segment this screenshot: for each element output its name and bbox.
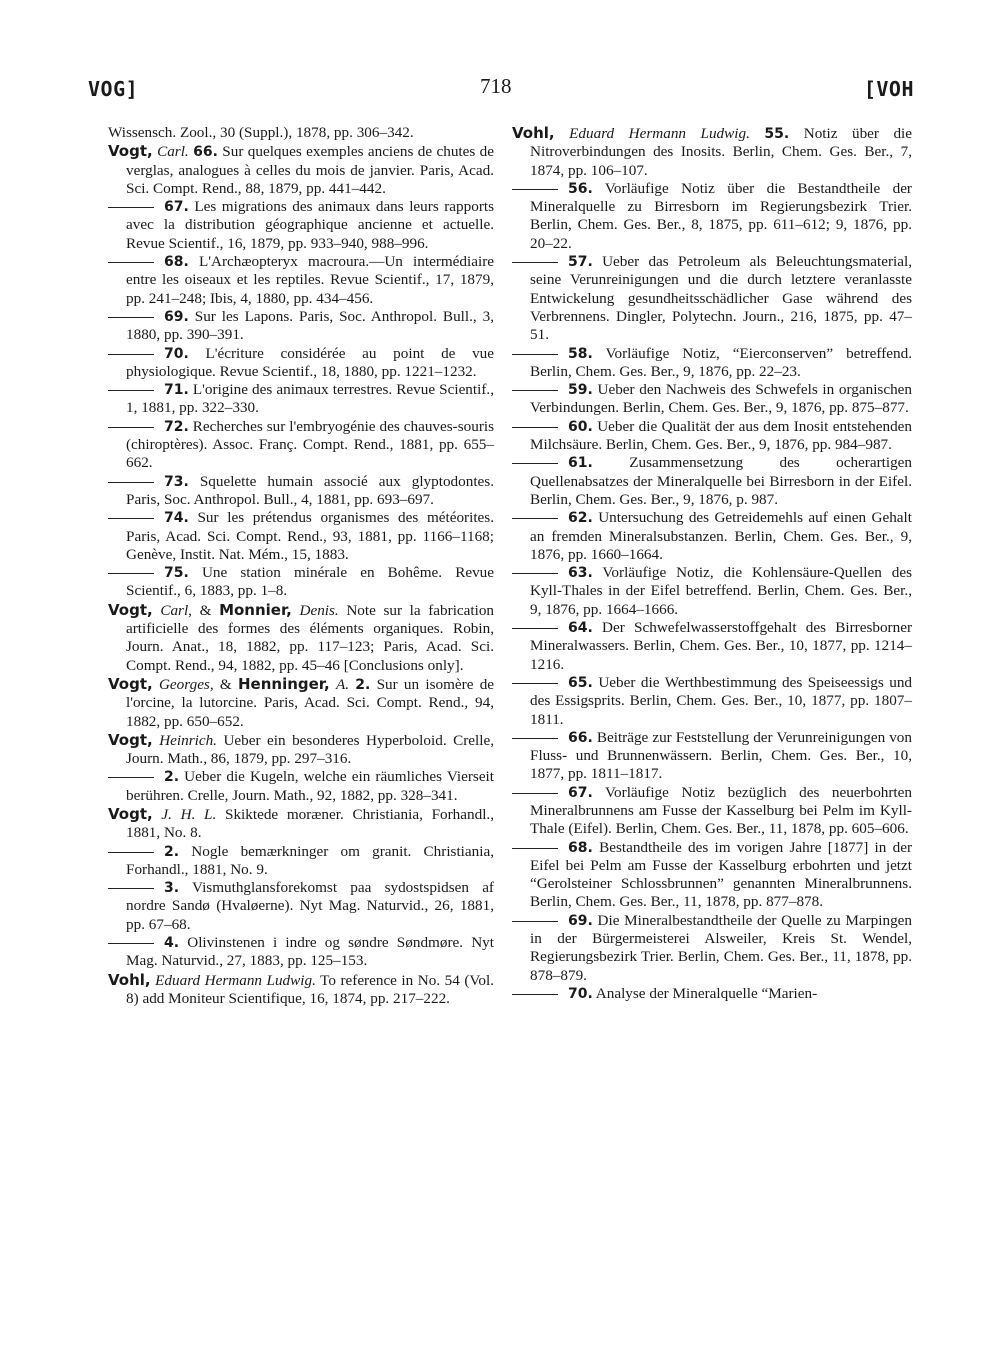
bibliography-entry [512,253,912,344]
entry-text: L'origine des animaux terrestres. Revue Scientif., 1, 1881, pp. 322–330. [126,381,494,417]
bibliography-entry [108,198,494,253]
bibliography-entry [108,768,494,805]
entry-text: Recherches sur l'embryogénie des chauves-souris (chiroptères). Assoc. Franç. Compt. Rend., 1881, pp. 655–662. [126,417,495,472]
entry-text: Note sur la fabrication artificielle des formes des éléments organiques. Robin, Journ. Anat., 18, 1882, pp. 117–123; Paris, Acad. Sci. Compt. Rend., 94, 1882, pp. 45–46 [Conclusions only]. [126,601,495,674]
ditto-dash [512,848,558,849]
entry-text: Nogle bemærkninger om granit. Christiania, Forhandl., 1881, No. 9. [126,842,494,878]
author-given-name: Eduard Hermann Ludwig. [569,125,750,142]
bibliography-entry [512,839,912,912]
ditto-dash [108,482,154,483]
bibliography-entry [512,564,912,619]
bibliography-entry [108,345,494,382]
bibliography-entry [512,985,912,1003]
ampersand: & [199,601,212,619]
author-given-name: Georges, [158,675,214,693]
ditto-dash [108,427,154,428]
entry-number: 69. [164,308,189,325]
bibliography-entry [108,675,494,731]
ditto-dash [108,518,154,519]
author-surname: Vogt, [108,730,153,749]
left-column [108,124,494,1008]
entry-text: Sur quelques exemples anciens de chutes de verglas, analogues à celles du mois de janvier. Paris, Acad. Sci. Compt. Rend., 88, 1879, pp. 441–442. [126,143,494,197]
author-given-name: Eduard Hermann Ludwig. [155,971,316,989]
entry-text: Squelette humain associé aux glyptodontes. Paris, Soc. Anthropol. Bull., 4, 1881, pp. 693–697. [126,472,494,508]
ditto-dash [512,793,558,794]
entry-number: 74. [164,510,189,527]
bibliography-entry [512,509,912,564]
bibliography-entry [512,454,912,509]
ditto-dash [512,463,558,464]
entry-text: Beiträge zur Feststellung der Verunreinigungen von Fluss- und Brunnenwässern. Berlin, Chem. Ges. Ber., 10, 1877, pp. 1811–1817. [530,728,912,783]
ditto-dash [108,852,154,853]
bibliography-entry [108,934,494,971]
coauthor-given-name: Denis. [299,601,339,619]
bibliography-entry [108,509,494,564]
entry-number: 67. [164,199,189,216]
entry-number: 58. [568,345,593,362]
entry-number: 70. [164,345,189,362]
bibliography-entry [512,619,912,674]
ditto-dash [512,427,558,428]
ditto-dash [108,777,154,778]
entry-text: Zusammensetzung des ocherartigen Quellenabsatzes der Mineralquelle bei Birresborn in der Eifel. Berlin, Chem. Ges. Ber., 9, 1876, p. 987. [530,454,912,508]
entry-number: 70. [568,985,593,1002]
bibliography-entry [512,381,912,418]
entry-text: Vismuthglansforekomst paa sydostspidsen af nordre Sandø (Hvaløerne). Nyt Mag. Naturvid., 26, 1881, pp. 67–68. [126,879,494,933]
ditto-dash [108,390,154,391]
bibliography-entry [108,473,494,510]
bibliography-entry [108,308,494,345]
author-given-name: Heinrich. [159,731,217,749]
entry-text: Analyse der Mineralquelle “Marien- [595,984,818,1002]
entry-number: 67. [568,784,593,801]
entry-number: 57. [568,254,593,271]
bibliography-entry [108,142,494,198]
entry-text: Vorläufige Notiz, “Eierconserven” betreffend. Berlin, Chem. Ges. Ber., 9, 1876, pp. 22–23. [530,344,912,380]
bibliography-entry [512,124,912,180]
entry-number: 2. [164,843,180,860]
bibliography-entry [108,418,494,473]
ditto-dash [512,573,558,574]
ditto-dash [108,943,154,944]
entry-number: 68. [164,254,189,271]
entry-text: Bestandtheile des im vorigen Jahre [1877] in der Eifel bei Pelm am Fusse der Kasselburg erbohrten und jetzt “Gerolsteiner Schlossbrunnen” genannten Mineralbrunnens. Berlin, Chem. Ges. Ber., 11, 1878, pp. 877–878. [530,838,912,911]
entry-text: Sur un isomère de l'orcine, la lutorcine. Paris, Acad. Sci. Compt. Rend., 94, 1882, pp. 650–652. [126,675,495,730]
entry-text: Skiktede moræner. Christiania, Forhandl., 1881, No. 8. [126,805,495,842]
ditto-dash [108,354,154,355]
ditto-dash [108,207,154,208]
bibliography-entry [108,843,494,880]
bibliography-entry [108,805,494,843]
entry-text: L'écriture considérée au point de vue physiologique. Revue Scientif., 18, 1880, pp. 1221–1232. [126,344,495,380]
entry-number: 61. [568,455,593,472]
ditto-dash [108,317,154,318]
entry-text: Notiz über die Nitroverbindungen des Inosits. Berlin, Chem. Ges. Ber., 7, 1874, pp. 106–107. [530,125,913,179]
author-surname: Vogt, [108,600,153,619]
entry-number: 69. [568,912,593,929]
entry-text: Ueber die Werthbestimmung des Speiseessigs und des Essigsprits. Berlin, Chem. Ges. Ber., 10, 1877, pp. 1807–1811. [530,673,913,728]
author-surname: Vohl, [108,970,151,989]
bibliography-entry [108,253,494,308]
author-surname: Vogt, [108,804,153,823]
entry-text: Sur les Lapons. Paris, Soc. Anthropol. Bull., 3, 1880, pp. 390–391. [126,307,495,344]
author-given-name: Carl, [160,601,192,619]
entry-number: 75. [164,565,189,582]
bibliography-entry [512,729,912,784]
entry-number: 59. [568,382,593,399]
bibliography-entry [108,879,494,934]
coauthor-given-name: A. [335,675,350,693]
ditto-dash [108,262,154,263]
ditto-dash [108,888,154,889]
bibliography-entry [108,971,494,1009]
entry-text: Vorläufige Notiz, die Kohlensäure-Quellen des Kyll-Thales in der Eifel betreffend. Berlin, Chem. Ges. Ber., 9, 1876, pp. 1664–1666. [530,564,912,618]
entry-text: Wissensch. Zool., 30 (Suppl.), 1878, pp. 306–342. [108,124,414,141]
entry-number: 65. [568,674,593,691]
entry-number: 72. [164,418,189,435]
entry-number: 64. [568,620,593,637]
ditto-dash [512,683,558,684]
author-given-name: Carl. [157,143,189,161]
entry-text: Une station minérale en Bohême. Revue Scientif., 6, 1883, pp. 1–8. [126,564,494,600]
bibliography-entry [512,674,912,729]
header-left-guide: VOG] [88,77,139,101]
ampersand: & [219,675,232,693]
entry-text: Ueber die Kugeln, welche ein räumliches Vierseit berühren. Crelle, Journ. Math., 92, 1882, pp. 328–341. [126,768,495,804]
entry-text: Olivinstenen i indre og søndre Søndmøre. Nyt Mag. Naturvid., 27, 1883, pp. 125–153. [126,934,494,970]
entry-text: Der Schwefelwasserstoffgehalt des Birresborner Mineralwassers. Berlin, Chem. Ges. Ber., 10, 1877, pp. 1214–1216. [530,619,913,673]
entry-text: Ueber ein besonderes Hyperboloid. Crelle, Journ. Math., 86, 1879, pp. 297–316. [126,731,494,768]
entry-number: 73. [164,473,189,490]
header-right-guide: [VOH [863,77,914,101]
ditto-dash [108,573,154,574]
bibliography-entry [108,564,494,601]
entry-number: 60. [568,418,593,435]
bibliography-entry [108,731,494,769]
entry-number: 66. [193,144,218,161]
entry-number: 62. [568,510,593,527]
entry-number: 56. [568,180,593,197]
entry-number: 2. [355,676,371,693]
page-number: 718 [480,74,512,98]
bibliography-entry [512,418,912,455]
entry-number: 68. [568,839,593,856]
ditto-dash [512,262,558,263]
entry-number: 4. [164,935,180,952]
entry-text: Ueber die Qualität der aus dem Inosit entstehenden Milchsäure. Berlin, Chem. Ges. Ber., 9, 1876, pp. 984–987. [530,417,912,454]
right-column [512,124,912,1003]
author-surname: Vogt, [108,142,153,161]
ditto-dash [512,994,558,995]
bibliography-entry [108,381,494,418]
entry-number: 2. [164,769,180,786]
author-surname: Vohl, [512,124,555,142]
entry-text: Ueber den Nachweis des Schwefels in organischen Verbindungen. Berlin, Chem. Ges. Ber., 9, 1876, pp. 875–877. [530,381,912,417]
ditto-dash [512,518,558,519]
bibliography-entry [108,124,494,142]
coauthor-surname: Henninger, [237,674,330,693]
entry-text: Die Mineralbestandtheile der Quelle zu Marpingen in der Bürgermeisterei Alsweiler, Kreis St. Wendel, Regierungsbezirk Trier. Berlin, Chem. Ges. Ber., 11, 1878, pp. 878–879. [530,911,912,984]
bibliography-entry [512,912,912,985]
entry-text: Les migrations des animaux dans leurs rapports avec la distribution géographique ancienne et actuelle. Revue Scientif., 16, 1879, pp. 933–940, 988–996. [126,198,495,252]
entry-text: To reference in No. 54 (Vol. 8) add Moniteur Scientifique, 16, 1874, pp. 217–222. [126,971,494,1007]
entry-text: Vorläufige Notiz bezüglich des neuerbohrten Mineralbrunnens am Fusse der Kasselburg bei Pelm im Kyll-Thale (Eifel). Berlin, Chem. Ges. Ber., 11, 1878, pp. 605–606. [530,783,912,838]
coauthor-surname: Monnier, [219,600,292,619]
bibliography-entry [108,601,494,675]
ditto-dash [512,738,558,739]
entry-text: Ueber das Petroleum als Beleuchtungsmaterial, seine Verunreinigungen und die durch letztere veranlasste Entwickelung gesundheitsschädlicher Gase während des Verbrennens. Dingler, Polytechn. Journ., 216, 1875, pp. 47–51. [530,253,912,344]
entry-text: Untersuchung des Getreidemehls auf einen Gehalt an fremden Mineralsubstanzen. Berlin, Chem. Ges. Ber., 9, 1876, pp. 1660–1664. [530,509,912,563]
entry-text: L'Archæopteryx macroura.—Un intermédiaire entre les oiseaux et les reptiles. Revue Scientif., 17, 1879, pp. 241–248; Ibis, 4, 1880, pp. 434–456. [126,253,494,307]
entry-number: 71. [164,382,189,399]
entry-number: 3. [164,880,180,897]
entry-text: Vorläufige Notiz über die Bestandtheile der Mineralquelle zu Birresborn im Regierungsbezirk Trier. Berlin, Chem. Ges. Ber., 8, 1875, pp. 611–612; 9, 1876, pp. 20–22. [530,179,912,252]
ditto-dash [512,390,558,391]
ditto-dash [512,628,558,629]
bibliography-entry [512,345,912,382]
bibliography-entry [512,180,912,253]
ditto-dash [512,921,558,922]
ditto-dash [512,354,558,355]
author-given-name: J. H. L. [161,805,217,823]
bibliography-entry [512,784,912,839]
entry-number: 66. [568,729,593,746]
entry-number: 55. [764,126,790,142]
entry-number: 63. [568,565,593,582]
running-header [88,74,914,104]
entry-text: Sur les prétendus organismes des météorites. Paris, Acad. Sci. Compt. Rend., 93, 1881, pp. 1166–1168; Genève, Instit. Nat. Mém., 15, 1883. [126,509,495,563]
author-surname: Vogt, [108,674,153,693]
ditto-dash [512,189,558,190]
